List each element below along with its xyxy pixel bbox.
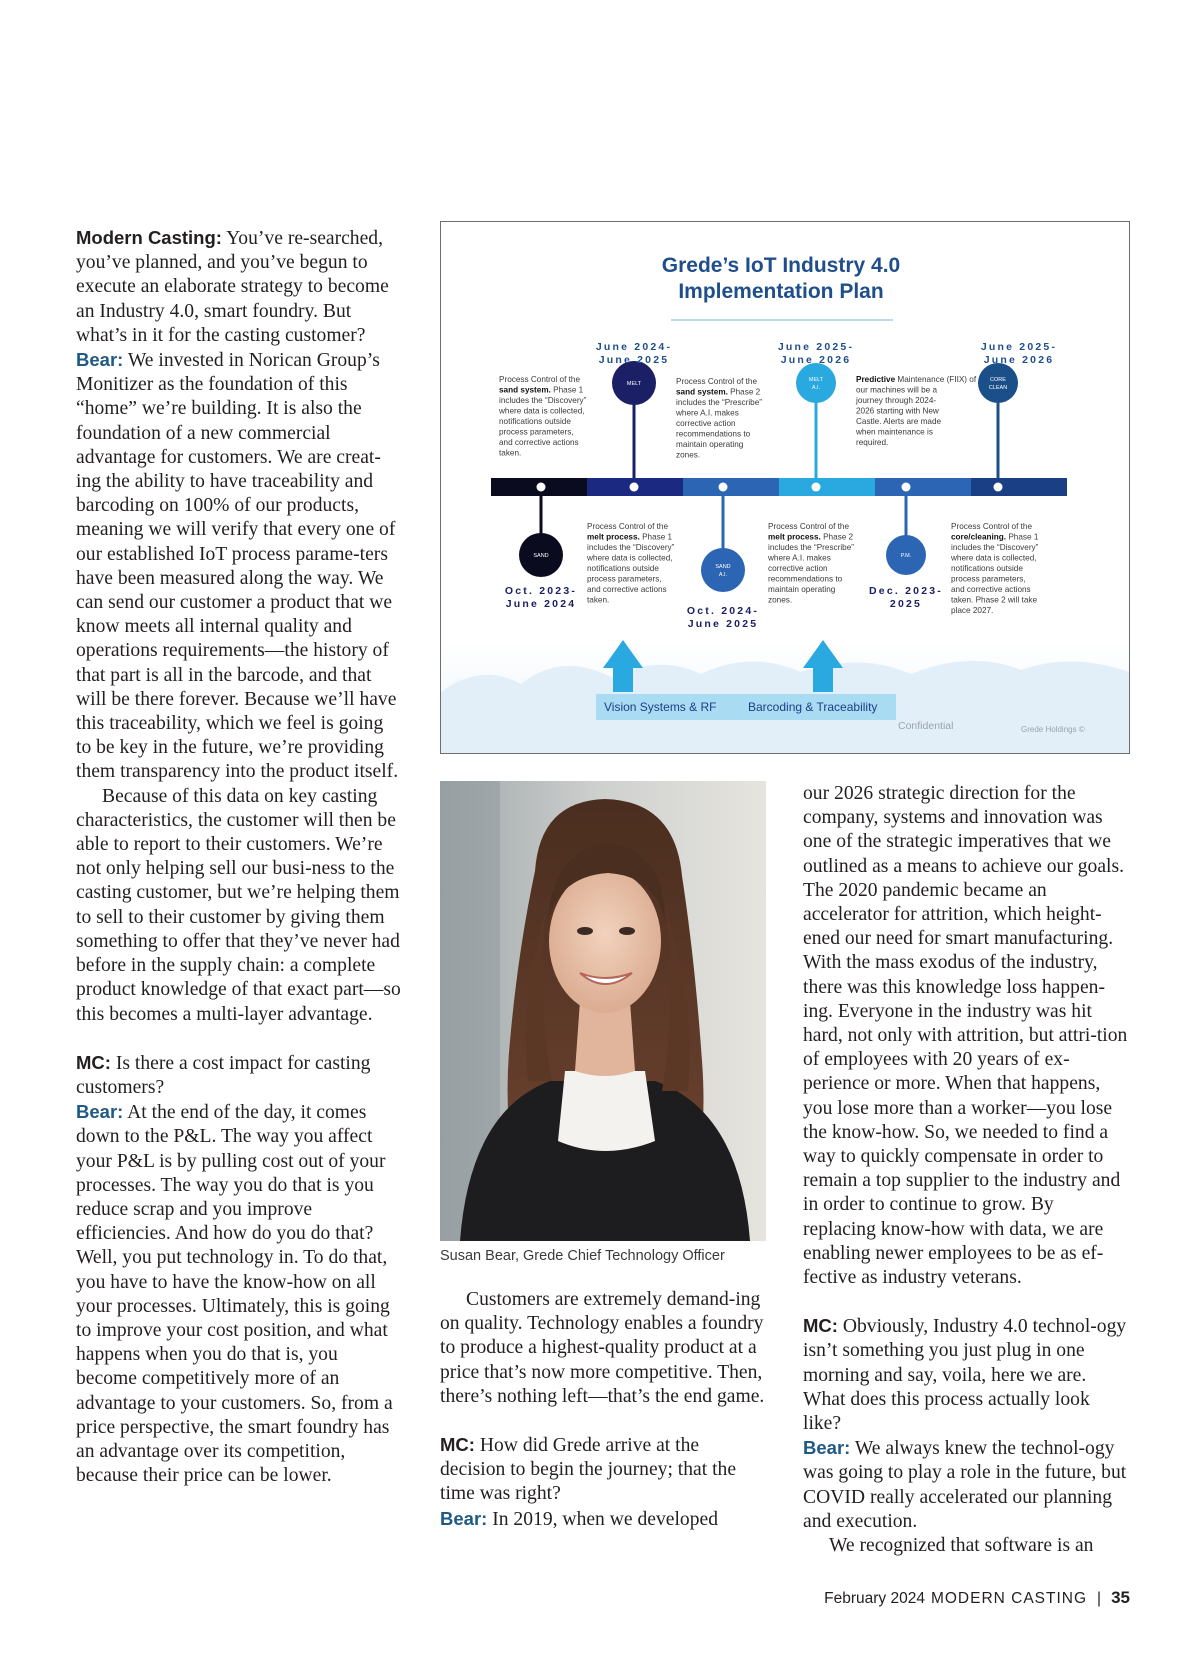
speaker-bear: Bear: (440, 1507, 488, 1529)
desc-line: corrective action (676, 419, 736, 428)
phase-dates: Oct. 2024- (686, 605, 760, 617)
phase-dates: June 2024- (595, 341, 673, 353)
desc-line: taken. (499, 448, 522, 458)
figure-title-line2: Implementation Plan (678, 280, 884, 303)
desc-line: process parameters, (499, 427, 574, 437)
paragraph-text: How did Grede arrive at the decision to begin the journey; that the time was right? (440, 1435, 737, 1505)
timeline-dot (994, 483, 1003, 492)
portrait-photo (440, 781, 766, 1241)
bottom-milestone (687, 483, 854, 631)
desc-line: Process Control of the (676, 377, 758, 386)
desc-line: required. (856, 438, 889, 447)
desc-line: journey through 2024- (856, 396, 937, 405)
desc-line: where data is collected, (951, 553, 1037, 563)
desc-line: process parameters, (587, 574, 662, 584)
paragraph (440, 1433, 766, 1507)
node-label: CORE (990, 377, 1006, 383)
timeline-dot (902, 483, 911, 492)
copyright-label: Grede Holdings © (1021, 725, 1085, 734)
paragraph (76, 1051, 402, 1100)
phase-dates: June 2024 (505, 598, 577, 610)
desc-line: where data is collected, (587, 553, 673, 563)
article-column-right (803, 782, 1131, 1558)
article-column-left (76, 226, 402, 1488)
node-label: P.M. (900, 553, 912, 559)
node-label: MELT (626, 381, 642, 387)
phase-dates: June 2025 (687, 618, 759, 630)
desc-line: where A.I. makes (768, 553, 831, 563)
desc-line: core/cleaning. Phase 1 (951, 532, 1039, 542)
paragraph-text: In 2019, when we developed (487, 1508, 719, 1530)
paragraph (440, 1507, 766, 1532)
phase-dates: Dec. 2023- (869, 585, 943, 597)
desc-line: notifications outside (499, 417, 571, 426)
node-label: SAND (715, 564, 731, 570)
paragraph-text: At the end of the day, it comes down to the P&L. The way you affect your P&L is by pulling cost out of your processes. The way you do that is you reduce scrap and you improve efficiencies. And how do you do that? Well, you put technology in. To do that, you have to have the know-how on all your processes. Ultimately, this is going to improve your cost position, and what happens when you do that is, you become competitively more of an advantage to your customers. So, from a price perspective, the smart foundry has an advantage over its competition, because their price can be lower. (76, 1102, 393, 1487)
top-milestone (855, 341, 1057, 492)
desc-line: taken. (587, 595, 610, 605)
speaker-mc: MC: (440, 1434, 475, 1456)
node-label: CLEAN (988, 385, 1008, 391)
paragraph-text: We recognized that software is an (829, 1535, 1094, 1557)
confidential-label: Confidential (898, 720, 954, 732)
desc-line: includes the “Prescribe” (676, 398, 763, 407)
paragraph (76, 785, 402, 1027)
speaker-mc: Modern Casting: (76, 227, 222, 248)
paragraph-text: Obviously, Industry 4.0 technol-ogy isn’t something you just plug in one morning and say, voila, here we are. What does this process actually look like? (803, 1316, 1127, 1435)
desc-line: corrective action (768, 564, 828, 573)
desc-line: includes the “Prescribe” (768, 543, 855, 552)
desc-line: zones. (768, 595, 793, 605)
timeline-bar (491, 478, 1067, 496)
speaker-bear: Bear: (76, 349, 124, 371)
photo-caption: Susan Bear, Grede Chief Technology Officer (440, 1248, 725, 1264)
paragraph-text: Customers are extremely demand-ing on quality. Technology enables a foundry to produce a highest-quality product at a price that’s now more competitive. Then, there’s nothing left—that’s the end game. (440, 1289, 765, 1407)
desc-line: zones. (676, 450, 701, 460)
paragraph-text: You’ve re-searched, you’ve planned, and you’ve begun to execute an elaborate strategy to become an Industry 4.0, smart foundry. But what’s in it for the casting customer? (76, 228, 389, 346)
desc-line: melt process. Phase 1 (587, 532, 673, 542)
timeline-dot (719, 483, 728, 492)
paragraph (76, 1100, 402, 1488)
vision-systems-label: Vision Systems & RF (604, 700, 717, 714)
desc-line: and corrective actions (587, 585, 667, 594)
timeline-diagram (441, 222, 1129, 753)
issue-date: February 2024 (824, 1590, 925, 1607)
timeline-dot (630, 483, 639, 492)
phase-dates: Oct. 2023- (504, 585, 578, 597)
node-label: MELT (808, 377, 824, 383)
desc-line: where data is collected, (499, 406, 585, 416)
bottom-milestone (505, 483, 675, 611)
phase-node (978, 363, 1018, 403)
desc-line: includes the “Discovery” (951, 543, 1039, 552)
desc-line: Predictive Maintenance (FIIX) of (856, 375, 977, 384)
desc-line: Process Control of the (587, 522, 669, 531)
desc-line: Process Control of the (951, 522, 1033, 531)
magazine-name: MODERN CASTING (930, 1590, 1088, 1607)
speaker-bear: Bear: (76, 1101, 124, 1123)
desc-line: includes the “Discovery” (587, 543, 675, 552)
desc-line: notifications outside (951, 564, 1023, 573)
desc-line: recommendations to (676, 429, 751, 439)
desc-line: where A.I. makes (676, 408, 739, 418)
node-label: A.I. (718, 572, 728, 578)
phase-dates: June 2025 (598, 354, 670, 366)
desc-line: process parameters, (951, 574, 1026, 584)
figure-title-line1: Grede’s IoT Industry 4.0 (661, 254, 901, 277)
desc-line: maintain operating (676, 440, 744, 449)
phase-node (701, 548, 745, 592)
desc-line: 2026 starting with New (856, 406, 939, 416)
desc-line: and corrective actions (951, 585, 1031, 594)
desc-line: our machines will be a (856, 385, 938, 395)
top-milestone (498, 341, 672, 492)
desc-line: Process Control of the (499, 375, 581, 384)
paragraph-text: Is there a cost impact for casting customers? (76, 1052, 371, 1098)
phase-dates: June 2026 (983, 354, 1055, 366)
footer-separator: | (1097, 1590, 1102, 1607)
paragraph-text: We always knew the technol-ogy was going to play a role in the future, but COVID really accelerated our planning and execution. (803, 1438, 1127, 1532)
article-column-middle (440, 1288, 766, 1532)
paragraph (803, 1534, 1131, 1558)
barcoding-label: Barcoding & Traceability (748, 700, 878, 714)
paragraph-text: our 2026 strategic direction for the company, systems and innovation was one of the strategic imperatives that we outlined as a means to achieve our goals. The 2020 pandemic became an accelerator for attrition, which height-ened our need for smart manufacturing. With the mass exodus of the industry, there was this knowledge loss happen-ing. Everyone in the industry was hit hard, not only with attrition, but attri-tion of employees with 20 years of ex-perience or more. When that happens, you lose more than a worker—you lose the know-how. So, we needed to find a way to quickly compensate in order to remain a top supplier to the industry and in order to continue to grow. By replacing know-how with data, we are enabling newer employees to be as ef-fective as industry veterans. (803, 783, 1128, 1289)
timeline-dot (812, 483, 821, 492)
bottom-milestone (869, 483, 1039, 616)
desc-line: Castle. Alerts are made (856, 417, 942, 426)
paragraph (803, 1314, 1131, 1436)
desc-line: when maintenance is (856, 427, 933, 437)
phase-node (796, 363, 836, 403)
node-label: SAND (533, 553, 549, 559)
page-number: 35 (1111, 1588, 1130, 1607)
paragraph-text: We invested in Norican Group’s Monitizer as the foundation of this “home” we’re building. It is also the foundation of a new commercial advantage for customers. We are creat-ing the ability to have traceability and barcoding on 100% of our products, meaning we will verify that every one of our established IoT process parame-ters have been measured along the way. We can send our customer a product that we know meets all internal quality and operations requirements—the history of that part is all in the barcode, and that will be there forever. Because we’ll have this traceability, which we feel is going to be key in the future, we’re providing them transparency into the product itself. (76, 350, 399, 783)
phase-dates: 2025 (889, 598, 923, 610)
desc-line: and corrective actions (499, 438, 579, 447)
paragraph-text: Because of this data on key casting characteristics, the customer will then be able to report to their customers. We’re not only helping sell our busi-ness to the casting customer, but we’re helping them to sell to their customer by giving them something to offer that they’ve never had before in the supply chain: a complete product knowledge of that exact part—so this becomes a multi-layer advantage. (76, 785, 401, 1025)
phase-dates: June 2025- (980, 341, 1058, 353)
paragraph (76, 226, 402, 348)
implementation-plan-figure (440, 221, 1130, 754)
phase-dates: June 2025- (777, 341, 855, 353)
desc-line: notifications outside (587, 564, 659, 573)
speaker-mc: MC: (76, 1051, 111, 1073)
speaker-bear: Bear: (803, 1437, 851, 1459)
phase-dates: June 2026 (780, 354, 852, 366)
desc-line: taken. Phase 2 will take (951, 595, 1038, 605)
desc-line: Process Control of the (768, 522, 850, 531)
node-label: A.I. (811, 385, 821, 391)
top-milestone (675, 341, 854, 492)
paragraph (440, 1288, 766, 1409)
page-footer (824, 1588, 1130, 1608)
desc-line: melt process. Phase 2 (768, 532, 854, 542)
desc-line: sand system. Phase 2 (676, 387, 761, 397)
timeline-dot (537, 483, 546, 492)
paragraph (76, 348, 402, 785)
paragraph (803, 782, 1131, 1290)
desc-line: includes the “Discovery” (499, 396, 587, 405)
desc-line: recommendations to (768, 574, 843, 584)
speaker-mc: MC: (803, 1315, 838, 1337)
desc-line: place 2027. (951, 606, 994, 615)
desc-line: maintain operating (768, 585, 836, 594)
desc-line: sand system. Phase 1 (499, 385, 584, 395)
paragraph (803, 1436, 1131, 1534)
